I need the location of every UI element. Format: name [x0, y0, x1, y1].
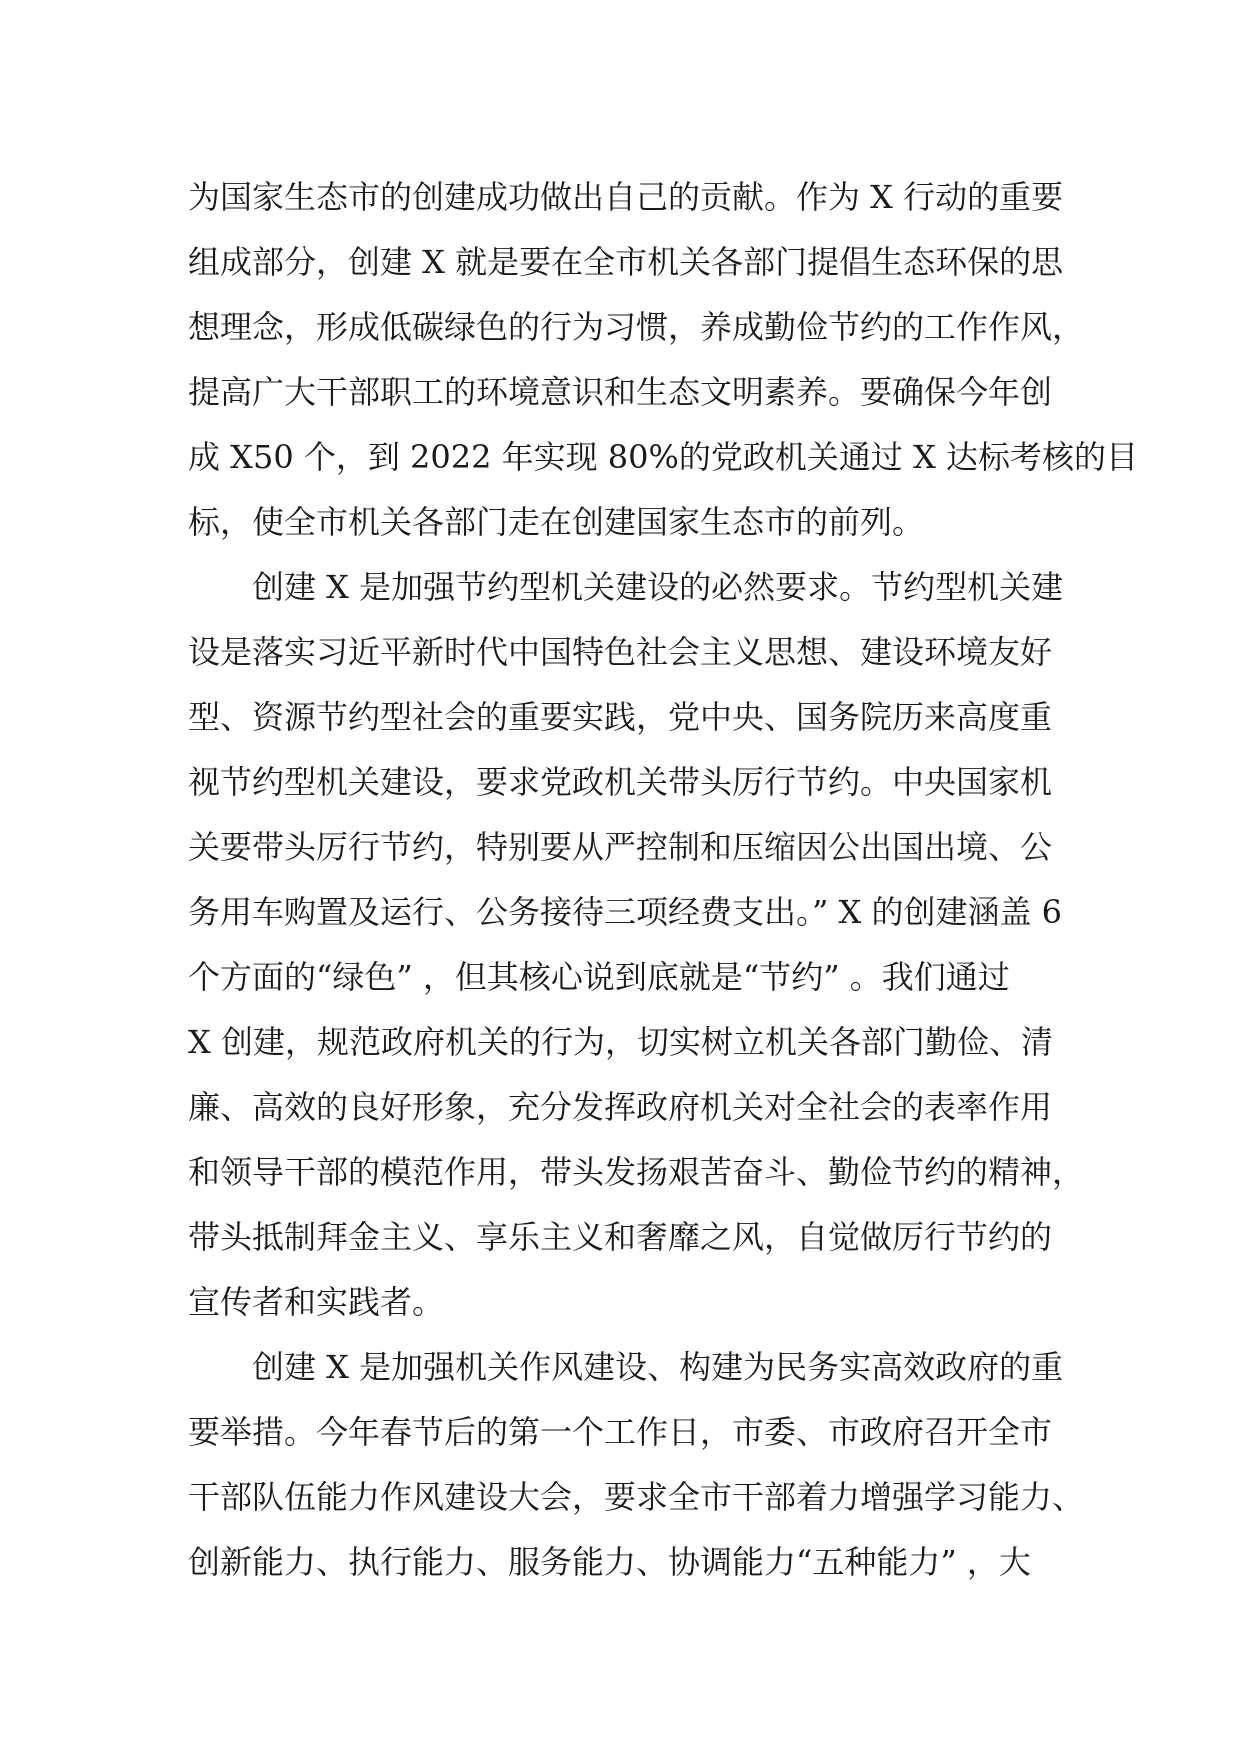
text-line: 宣传者和实践者。 [188, 1283, 445, 1321]
text-line: 组成部分，创建 X 就是要在全市机关各部门提倡生态环保的思 [188, 243, 1064, 281]
document-body [188, 165, 1139, 1595]
text-line: 关要带头厉行节约，特别要从严控制和压缩因公出国出境、公 [188, 828, 1053, 866]
paragraph-3 [188, 1335, 1088, 1595]
text-line: 要举措。今年春节后的第一个工作日，市委、市政府召开全市 [188, 1413, 1053, 1451]
paragraph-2 [188, 555, 1088, 1335]
text-line: 型、资源节约型社会的重要实践，党中央、国务院历来高度重 [188, 698, 1053, 736]
text-line: 个方面的“绿色” ，但其核心说到底就是“节约” 。我们通过 [188, 958, 1010, 996]
text-line: 廉、高效的良好形象，充分发挥政府机关对全社会的表率作用 [188, 1088, 1053, 1126]
text-line: 创建 X 是加强节约型机关建设的必然要求。节约型机关建 [252, 568, 1064, 606]
text-line: 创建 X 是加强机关作风建设、构建为民务实高效政府的重 [252, 1348, 1064, 1386]
text-line: 视节约型机关建设，要求党政机关带头厉行节约。中央国家机 [188, 763, 1053, 801]
text-line: 成 X50 个，到 2022 年实现 80%的党政机关通过 X 达标考核的目 [188, 438, 1139, 476]
text-line: 务用车购置及运行、公务接待三项经费支出。” X 的创建涵盖 6 [188, 893, 1063, 931]
text-line: 创新能力、执行能力、服务能力、协调能力“五种能力” ，大 [188, 1543, 1031, 1581]
text-line: 带头抵制拜金主义、享乐主义和奢靡之风，自觉做厉行节约的 [188, 1218, 1053, 1256]
text-line: 想理念，形成低碳绿色的行为习惯，养成勤俭节约的工作作风， [188, 308, 1085, 346]
text-line: 和领导干部的模范作用，带头发扬艰苦奋斗、勤俭节约的精神， [188, 1153, 1085, 1191]
text-line: 干部队伍能力作风建设大会，要求全市干部着力增强学习能力、 [188, 1478, 1085, 1516]
text-line: 标，使全市机关各部门走在创建国家生态市的前列。 [188, 503, 925, 541]
text-line: 设是落实习近平新时代中国特色社会主义思想、建设环境友好 [188, 633, 1053, 671]
text-line: 为国家生态市的创建成功做出自己的贡献。作为 X 行动的重要 [188, 178, 1064, 216]
paragraph-1 [188, 165, 1139, 555]
text-line: 提高广大干部职工的环境意识和生态文明素养。要确保今年创 [188, 373, 1053, 411]
text-line: X 创建，规范政府机关的行为，切实树立机关各部门勤俭、清 [188, 1023, 1053, 1061]
